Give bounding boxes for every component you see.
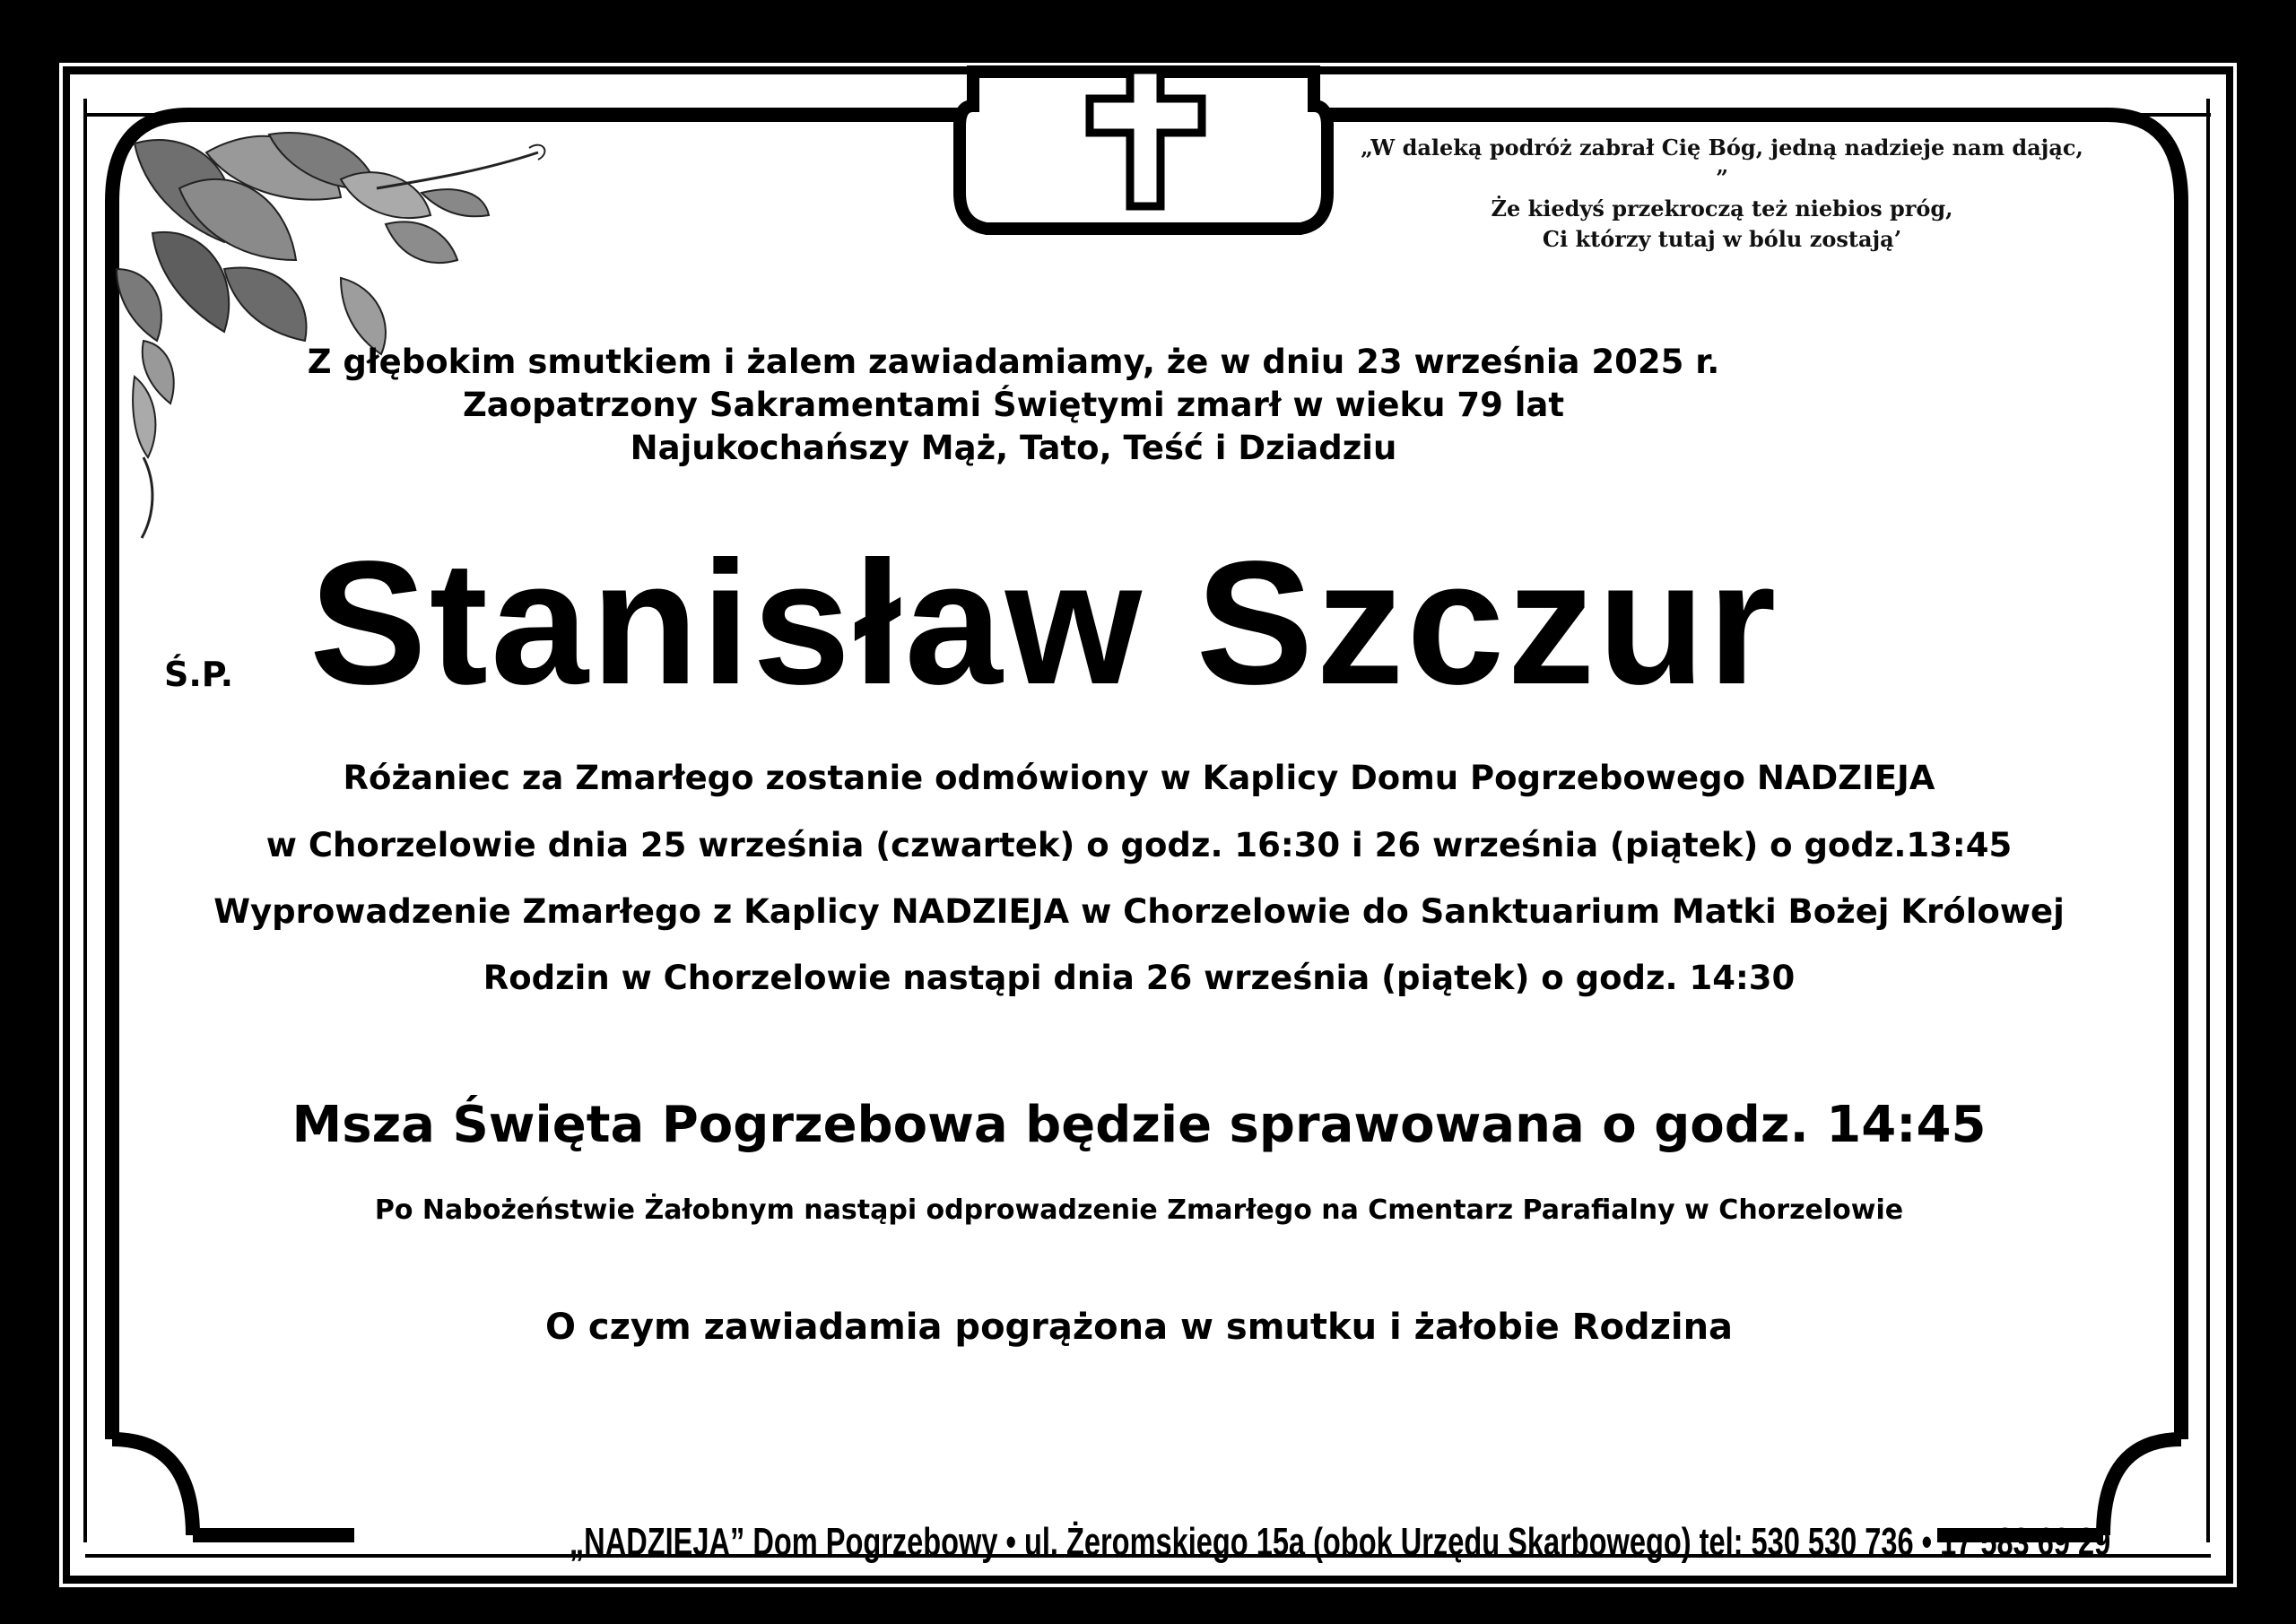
floral-ornament-icon	[117, 133, 544, 538]
poem-verse	[1354, 133, 2090, 255]
after-service-info: Po Nabożeństwie Żałobnym nastąpi odprowadzenie Zmarłego na Cmentarz Parafialny w Chorzelowie	[374, 1194, 1904, 1226]
funeral-home-footer: „NADZIEJA” Dom Pogrzebowy • ul. Żeromskiego 15a (obok Urzędu Skarbowego) tel: 530 530 736 • 17 583 69 29	[569, 1520, 2111, 1564]
sp-prefix: Ś.P.	[164, 655, 234, 694]
intro-line-1: Z głębokim smutkiem i żalem zawiadamiamy, że w dniu 23 września 2025 r.	[307, 343, 1720, 381]
poem-line: Że kiedyś przekroczą też niebios próg,	[1491, 195, 1953, 221]
rosary-line-2: w Chorzelowie dnia 25 września (czwartek) o godz. 16:30 i 26 września (piątek) o godz.13:45	[265, 826, 2013, 864]
rosary-line-4: Rodzin w Chorzelowie nastąpi dnia 26 września (piątek) o godz. 14:30	[483, 959, 1796, 997]
rosary-line-3: Wyprowadzenie Zmarłego z Kaplicy NADZIEJA w Chorzelowie do Sanktuarium Matki Bożej Królowej	[213, 892, 2065, 931]
intro-line-2: Zaopatrzony Sakramentami Świętymi zmarł w wieku 79 lat	[462, 386, 1565, 424]
closing-line: O czym zawiadamia pogrążona w smutku i żałobie Rodzina	[544, 1307, 1734, 1348]
poem-line: „W daleką podróż zabrał Cię Bóg, jedną nadzieje nam dając, ”	[1361, 135, 2083, 191]
rosary-line-1: Różaniec za Zmarłego zostanie odmówiony w Kaplicy Domu Pogrzebowego NADZIEJA	[343, 759, 1935, 797]
mass-info: Msza Święta Pogrzebowa będzie sprawowana o godz. 14:45	[291, 1096, 1987, 1154]
deceased-name: Stanisław Szczur	[309, 525, 1779, 721]
intro-line-3: Najukochańszy Mąż, Tato, Teść i Dziadziu	[630, 429, 1397, 467]
poem-line: Ci którzy tutaj w bólu zostają’	[1542, 226, 1902, 252]
